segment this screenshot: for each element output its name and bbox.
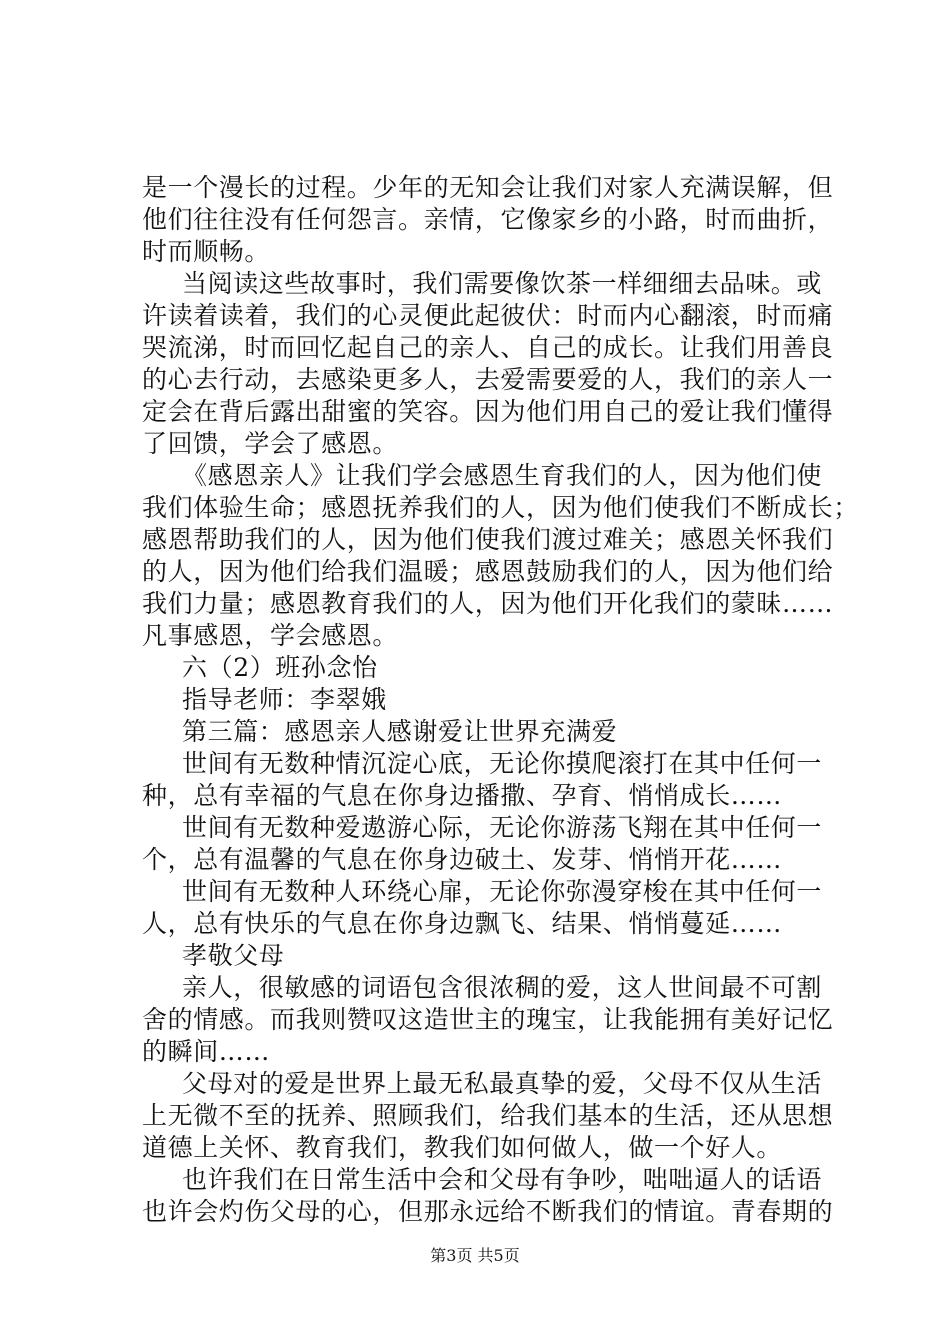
text-line: 亲人，很敏感的词语包含很浓稠的爱，这人世间最不可割 [182, 973, 823, 1002]
text-line: 他们往往没有任何怨言。亲情，它像家乡的小路，时而曲折， [142, 205, 834, 234]
text-line: 哭流涕，时而回忆起自己的亲人、自己的成长。让我们用善良 [142, 333, 834, 362]
text-line: 指导老师：李翠娥 [182, 685, 387, 714]
text-line: 世间有无数种情沉淀心底，无论你摸爬滚打在其中任何一 [182, 749, 823, 778]
text-line: 许读着读着，我们的心灵便此起彼伏：时而内心翻滚，时而痛 [142, 301, 834, 330]
text-line: 父母对的爱是世界上最无私最真挚的爱，父母不仅从生活 [182, 1069, 823, 1098]
text-line: 是一个漫长的过程。少年的无知会让我们对家人充满误解，但 [142, 173, 834, 202]
text-line: 舍的情感。而我则赞叹这造世主的瑰宝，让我能拥有美好记忆 [142, 1005, 834, 1034]
text-line: 我们体验生命；感恩抚养我们的人，因为他们使我们不断成长； [142, 493, 859, 522]
text-line: 的心去行动，去感染更多人，去爱需要爱的人，我们的亲人一 [142, 365, 834, 394]
text-line: 我们力量；感恩教育我们的人，因为他们开化我们的蒙昧…… [142, 589, 834, 618]
text-line: 个，总有温馨的气息在你身边破土、发芽、悄悄开花…… [142, 845, 783, 874]
text-line: 也许我们在日常生活中会和父母有争吵，咄咄逼人的话语 [182, 1165, 823, 1194]
text-line: 的人，因为他们给我们温暖；感恩鼓励我们的人，因为他们给 [142, 557, 834, 586]
text-line: 世间有无数种爱遨游心际，无论你游荡飞翔在其中任何一 [182, 813, 823, 842]
text-line: 人，总有快乐的气息在你身边飘飞、结果、悄悄蔓延…… [142, 909, 783, 938]
text-line: 了回馈，学会了感恩。 [142, 429, 399, 458]
page-footer: 第3页 共5页 [430, 1246, 520, 1265]
text-line: 六（2）班孙念怡 [182, 653, 378, 682]
text-line: 第三篇：感恩亲人感谢爱让世界充满爱 [182, 717, 618, 746]
text-line: 世间有无数种人环绕心扉，无论你弥漫穿梭在其中任何一 [182, 877, 823, 906]
text-line: 种，总有幸福的气息在你身边播撒、孕育、悄悄成长…… [142, 781, 783, 810]
text-line: 孝敬父母 [182, 941, 285, 970]
text-line: 道德上关怀、教育我们，教我们如何做人，做一个好人。 [142, 1133, 783, 1162]
text-line: 当阅读这些故事时，我们需要像饮茶一样细细去品味。或 [182, 269, 823, 298]
text-line: 上无微不至的抚养、照顾我们，给我们基本的生活，还从思想 [142, 1101, 834, 1130]
text-line: 《感恩亲人》让我们学会感恩生育我们的人，因为他们使 [182, 461, 823, 490]
text-line: 定会在背后露出甜蜜的笑容。因为他们用自己的爱让我们懂得 [142, 397, 834, 426]
text-line: 凡事感恩，学会感恩。 [142, 621, 399, 650]
text-line: 的瞬间…… [142, 1037, 271, 1066]
text-line: 感恩帮助我们的人，因为他们使我们渡过难关；感恩关怀我们 [142, 525, 834, 554]
text-line: 时而顺畅。 [142, 237, 271, 266]
text-line: 也许会灼伤父母的心，但那永远给不断我们的情谊。青春期的 [142, 1197, 834, 1226]
body-text [142, 172, 859, 1228]
